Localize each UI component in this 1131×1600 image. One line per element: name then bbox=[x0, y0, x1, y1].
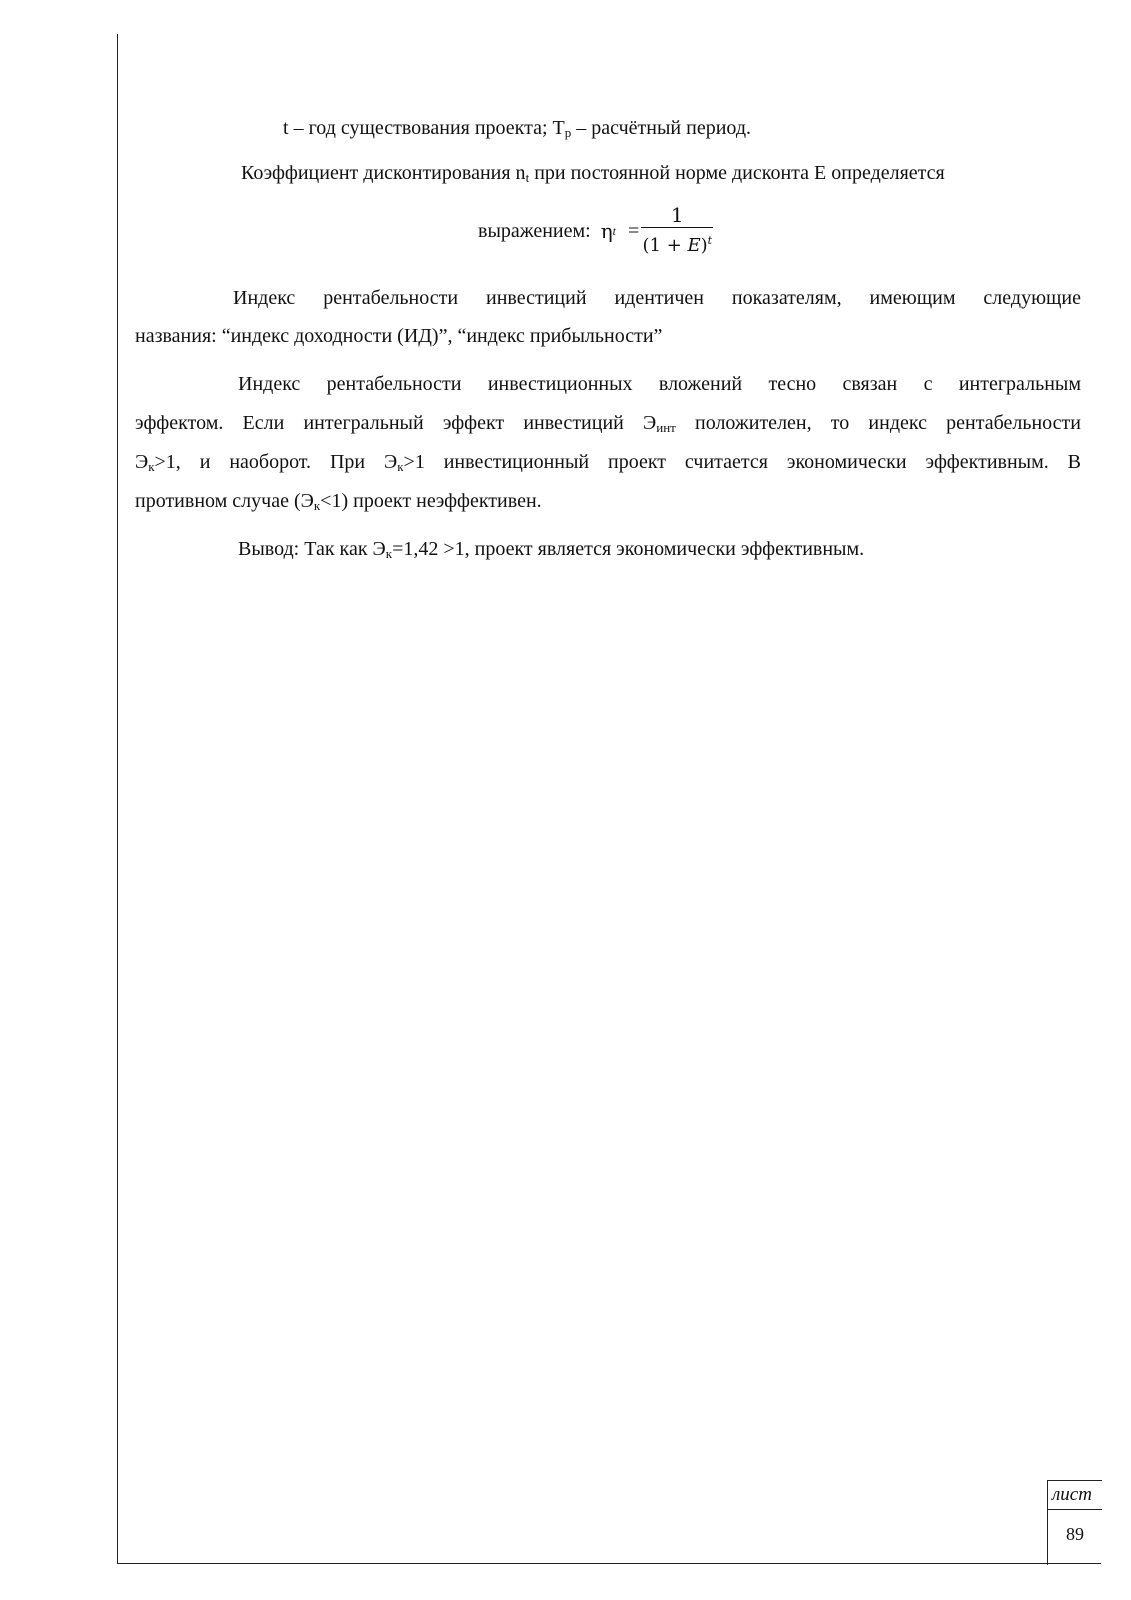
formula-symbol-subscript: t bbox=[612, 223, 617, 238]
formula-equals: = bbox=[628, 219, 640, 242]
formula-prefix: выражением: bbox=[478, 219, 591, 242]
page-number: 89 bbox=[1066, 1524, 1084, 1544]
page-stamp bbox=[1047, 1480, 1102, 1565]
frame-left-border bbox=[117, 34, 118, 1564]
frame-bottom-border bbox=[117, 1563, 1101, 1564]
discount-coefficient-line: Коэффициент дисконтирования $n_t$ при постоянной норме дисконта Е определяется bbox=[241, 162, 945, 185]
discount-formula bbox=[478, 203, 713, 259]
formula-denominator: $(1 + E)^t$ bbox=[642, 234, 713, 256]
paragraph1-line1: Индекс рентабельности инвестиций идентичен показателям, имеющим следующие bbox=[233, 287, 1081, 309]
paragraph2-line3: $Э_к>1$, и наоборот. При $Э_к>1$ инвестиционный проект считается экономически эффективным. В bbox=[135, 451, 1081, 474]
paragraph1-line2: названия: “индекс доходности (ИД)”, “индекс прибыльности” bbox=[135, 325, 663, 347]
formula-fraction bbox=[641, 203, 713, 259]
paragraph2-line1: Индекс рентабельности инвестиционных вложений тесно связан с интегральным bbox=[238, 373, 1081, 395]
stamp-label: лист bbox=[1048, 1481, 1102, 1510]
paragraph2-line4: противном случае $(Э_к<1)$ проект неэффективен. bbox=[135, 490, 542, 513]
formula-symbol: η bbox=[600, 219, 613, 243]
formula-numerator: 1 bbox=[670, 203, 684, 227]
paragraph2-line2: эффектом. Если интегральный эффект инвестиций $Э_{инт}$ положителен, то индекс рентабельности bbox=[135, 412, 1081, 435]
conclusion-line: Вывод: Так как $Э_к=1,42 >1$, проект является экономически эффективным. bbox=[238, 538, 865, 561]
definition-line: t – год существования проекта; $Т_р$ – расчётный период. bbox=[283, 117, 752, 140]
